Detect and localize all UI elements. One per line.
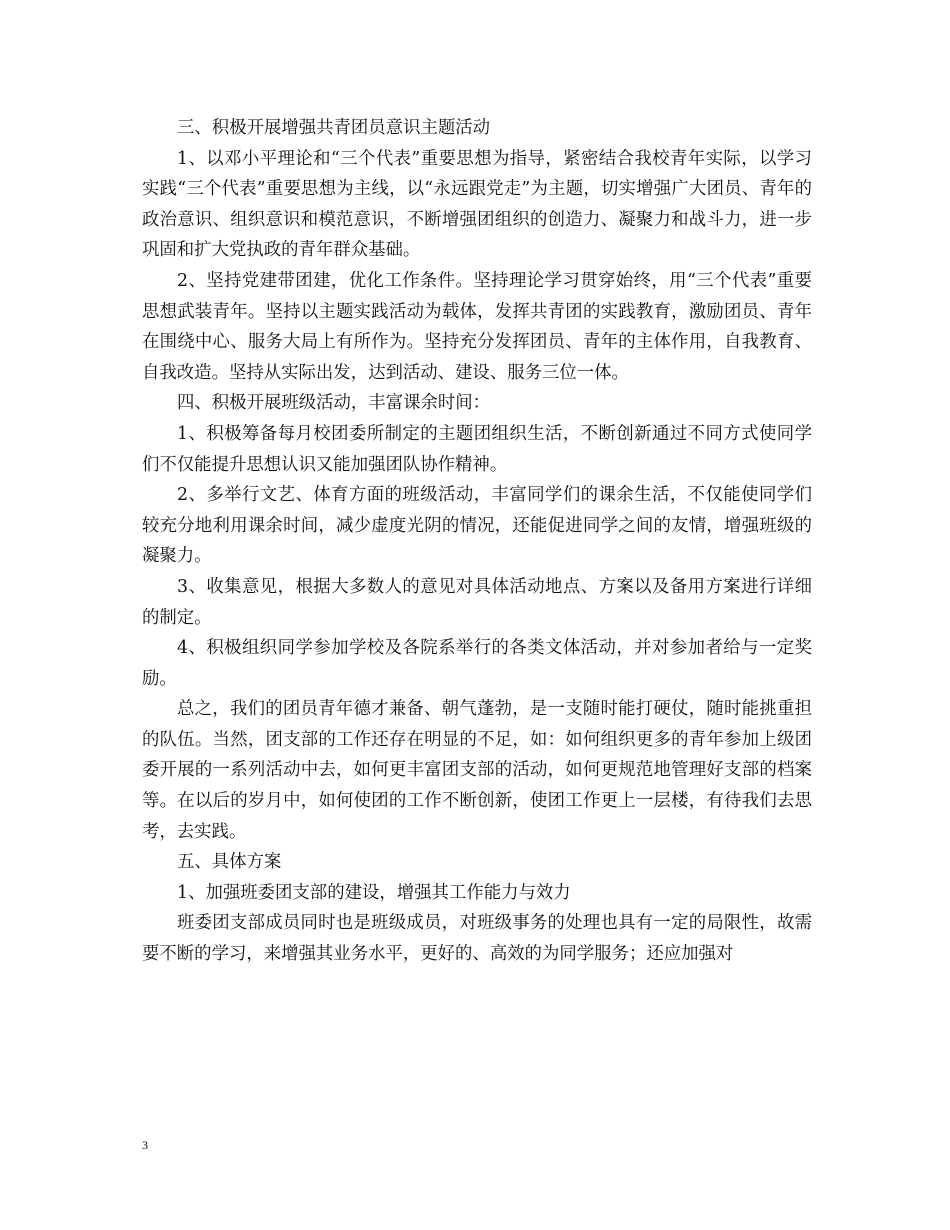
section-heading-4: 四、积极开展班级活动，丰富课余时间：	[177, 393, 491, 414]
summary-paragraph: 总之，我们的团员青年德才兼备、朝气蓬勃，是一支随时能打硬仗，随时能挑重担的队伍。当然，团支部的工作还存在明显的不足，如：如何组织更多的青年参加上级团委开展的一系列活动中去，如何更丰富团支部的活动，如何更规范地管理好支部的档案等。在以后的岁月中，如何使团的工作不断创新，使团工作更上一层楼，有待我们去思考，去实践。	[142, 699, 812, 842]
section-heading-5: 五、具体方案	[177, 852, 282, 873]
body-paragraph: 2、多举行文艺、体育方面的班级活动，丰富同学们的课余生活，不仅能使同学们较充分地利用课余时间，减少虚度光阴的情况，还能促进同学之间的友情，增强班级的凝聚力。	[142, 485, 812, 567]
section-heading-3: 三、积极开展增强共青团员意识主题活动	[177, 118, 491, 138]
body-paragraph: 3、收集意见，根据大多数人的意见对具体活动地点、方案以及备用方案进行详细的制定。	[142, 576, 812, 628]
subsection-heading: 1、加强班委团支部的建设，增强其工作能力与效力	[177, 882, 571, 903]
body-paragraph: 2、坚持党建带团建，优化工作条件。坚持理论学习贯穿始终，用“三个代表”重要思想武装青年。坚持以主题实践活动为载体，发挥共青团的实践教育，激励团员、青年在围绕中心、服务大局上有所作为。坚持充分发挥团员、青年的主体作用，自我教育、自我改造。坚持从实际出发，达到活动、建设、服务三位一体。	[142, 270, 812, 383]
body-paragraph: 1、积极筹备每月校团委所制定的主题团组织生活，不断创新通过不同方式使同学们不仅能提升思想认识又能加强团队协作精神。	[142, 423, 812, 475]
body-paragraph: 1、以邓小平理论和“三个代表”重要思想为指导，紧密结合我校青年实际，以学习实践“三个代表”重要思想为主线，以“永远跟党走”为主题，切实增强广大团员、青年的政治意识、组织意识和模范意识，不断增强团组织的创造力、凝聚力和战斗力，进一步巩固和扩大党执政的青年群众基础。	[142, 148, 812, 261]
body-paragraph: 班委团支部成员同时也是班级成员，对班级事务的处理也具有一定的局限性，故需要不断的学习，来增强其业务水平，更好的、高效的为同学服务；还应加强对	[142, 913, 812, 965]
document-body	[142, 113, 812, 970]
body-paragraph: 4、积极组织同学参加学校及各院系举行的各类文体活动，并对参加者给与一定奖励。	[142, 638, 812, 689]
page-number: 3	[142, 1138, 148, 1152]
